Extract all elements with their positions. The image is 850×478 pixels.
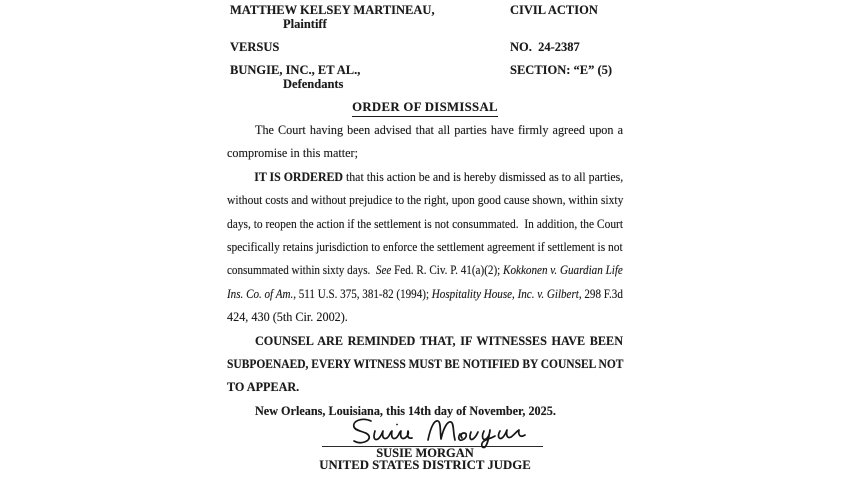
paragraph2-line1 bbox=[227, 166, 624, 189]
paragraph2-line3: days, to reopen the action if the settlement is not consummated. In addition, the Court bbox=[227, 216, 624, 231]
versus-label: VERSUS bbox=[230, 40, 280, 54]
judge-name: SUSIE MORGAN bbox=[376, 446, 474, 460]
section-label: SECTION: “E” (5) bbox=[510, 63, 613, 77]
line-text: , 298 F.3d bbox=[578, 286, 623, 301]
order-title bbox=[227, 100, 623, 117]
see-citation-italic: See bbox=[375, 263, 392, 278]
paragraph2-line2: without costs and without prejudice to the right, upon good cause shown, within sixty bbox=[227, 193, 624, 208]
defendant-name: BUNGIE, INC., ET AL., bbox=[230, 63, 361, 77]
paragraph2-line7: 424, 430 (5th Cir. 2002). bbox=[227, 310, 348, 325]
line-text: , 511 U.S. 375, 381-82 (1994); bbox=[293, 286, 432, 301]
handwritten-signature bbox=[344, 416, 544, 449]
caption-left-column bbox=[230, 3, 500, 91]
defendant-role: Defendants bbox=[283, 77, 344, 91]
it-is-ordered-bold: IT IS ORDERED bbox=[254, 169, 343, 184]
paragraph2-line6 bbox=[227, 283, 623, 306]
case-number: NO. 24-2387 bbox=[510, 40, 580, 54]
paragraph1-line2: compromise in this matter; bbox=[227, 146, 358, 161]
hospitality-case-italic: Hospitality House, Inc. v. Gilbert bbox=[431, 286, 579, 301]
paragraph1-line1: The Court having been advised that all parties have firmly agreed upon a bbox=[255, 123, 623, 137]
judge-role: UNITED STATES DISTRICT JUDGE bbox=[319, 458, 531, 472]
counsel-reminder-line3: TO APPEAR. bbox=[227, 380, 300, 395]
caption-right-column bbox=[510, 3, 680, 77]
civil-action-label: CIVIL ACTION bbox=[510, 3, 598, 17]
kokkonen-case-italic: Kokkonen v. Guardian Life bbox=[503, 263, 623, 278]
paragraph2-line4: specifically retains jurisdiction to enforce the settlement agreement if settlement is not bbox=[227, 240, 623, 255]
paragraph2-line5 bbox=[227, 259, 623, 282]
order-body bbox=[227, 119, 623, 423]
date-place-line: New Orleans, Louisiana, this 14th day of November, 2025. bbox=[255, 403, 556, 418]
counsel-reminder-line2: SUBPOENAED, EVERY WITNESS MUST BE NOTIFIED BY COUNSEL NOT bbox=[227, 357, 624, 372]
plaintiff-role: Plaintiff bbox=[283, 17, 327, 31]
line-text: that this action be and is hereby dismissed as to all parties, bbox=[342, 169, 624, 184]
line-text: consummated within sixty days. bbox=[227, 263, 376, 278]
line-text: Fed. R. Civ. P. 41(a)(2); bbox=[391, 263, 504, 278]
order-title-text: ORDER OF DISMISSAL bbox=[352, 100, 498, 117]
counsel-reminder-line1: COUNSEL ARE REMINDED THAT, IF WITNESSES HAVE BEEN bbox=[255, 333, 623, 348]
plaintiff-name: MATTHEW KELSEY MARTINEAU, bbox=[230, 3, 435, 17]
kokkonen-case-italic: Ins. Co. of Am. bbox=[227, 286, 294, 301]
